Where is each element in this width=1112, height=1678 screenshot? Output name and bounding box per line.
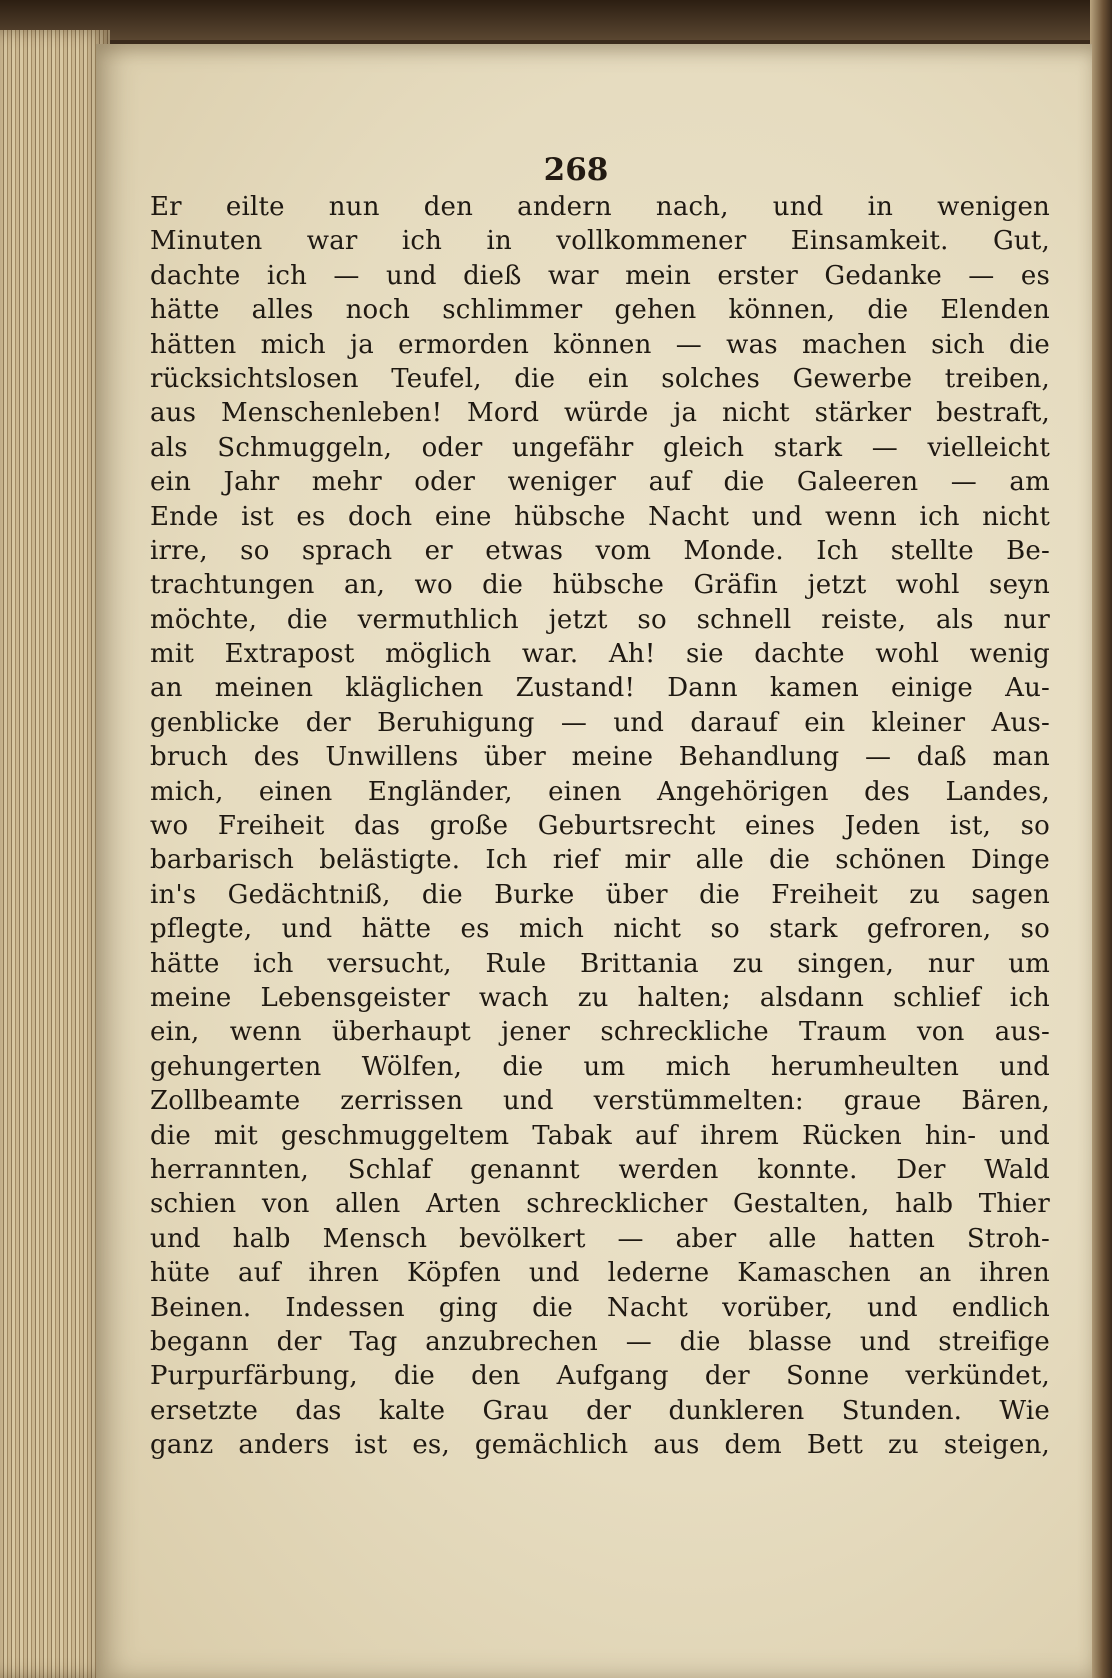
- text-line: hätte alles noch schlimmer gehen können, die Elenden: [150, 295, 1050, 326]
- text-line: als Schmuggeln, oder ungefähr gleich stark — vielleicht: [150, 432, 1050, 463]
- book-top-edge: [0, 0, 1112, 40]
- book-right-edge: [1090, 0, 1112, 1678]
- text-line: hätten mich ja ermorden können — was machen sich die: [150, 329, 1050, 360]
- text-line: gehungerten Wölfen, die um mich herumheulten und: [150, 1051, 1050, 1082]
- text-line: wo Freiheit das große Geburtsrecht eines Jeden ist, so: [150, 811, 1050, 842]
- text-line: Purpurfärbung, die den Aufgang der Sonne verkündet,: [150, 1361, 1050, 1392]
- text-line: Zollbeamte zerrissen und verstümmelten: graue Bären,: [150, 1086, 1050, 1117]
- text-line: barbarisch belästigte. Ich rief mir alle die schönen Dinge: [150, 845, 1050, 876]
- text-line: Er eilte nun den andern nach, und in wenigen: [150, 192, 1050, 222]
- page-edges: [0, 30, 110, 1678]
- text-line: und halb Mensch bevölkert — aber alle hatten Stroh-: [150, 1223, 1050, 1254]
- text-line: schien von allen Arten schrecklicher Gestalten, halb Thier: [150, 1189, 1050, 1220]
- text-line: aus Menschenleben! Mord würde ja nicht stärker bestraft,: [150, 398, 1050, 429]
- body-text: [150, 190, 1050, 1462]
- text-line: irre, so sprach er etwas vom Monde. Ich stellte Be-: [150, 535, 1050, 566]
- text-line: ersetzte das kalte Grau der dunkleren Stunden. Wie: [150, 1395, 1050, 1426]
- text-line: rücksichtslosen Teufel, die ein solches Gewerbe treiben,: [150, 363, 1050, 394]
- text-line: Minuten war ich in vollkommener Einsamkeit. Gut,: [150, 226, 1050, 257]
- text-line: Beinen. Indessen ging die Nacht vorüber, und endlich: [150, 1292, 1050, 1323]
- text-line: begann der Tag anzubrechen — die blasse und streifige: [150, 1326, 1050, 1357]
- text-line: mit Extrapost möglich war. Ah! sie dachte wohl wenig: [150, 639, 1050, 670]
- text-line: Ende ist es doch eine hübsche Nacht und wenn ich nicht: [150, 501, 1050, 532]
- text-line: bruch des Unwillens über meine Behandlung — daß man: [150, 742, 1050, 773]
- text-line: hätte ich versucht, Rule Brittania zu singen, nur um: [150, 948, 1050, 979]
- text-line: herrannten, Schlaf genannt werden konnte. Der Wald: [150, 1154, 1050, 1185]
- text-line: hüte auf ihren Köpfen und lederne Kamaschen an ihren: [150, 1258, 1050, 1289]
- text-line: genblicke der Beruhigung — und darauf ein kleiner Aus-: [150, 707, 1050, 738]
- text-line: an meinen kläglichen Zustand! Dann kamen einige Au-: [150, 673, 1050, 704]
- text-line: meine Lebensgeister wach zu halten; alsdann schlief ich: [150, 982, 1050, 1013]
- text-line: ein, wenn überhaupt jener schreckliche Traum von aus-: [150, 1017, 1050, 1048]
- text-line: möchte, die vermuthlich jetzt so schnell reiste, als nur: [150, 604, 1050, 635]
- text-line: trachtungen an, wo die hübsche Gräfin jetzt wohl seyn: [150, 570, 1050, 601]
- text-line: dachte ich — und dieß war mein erster Gedanke — es: [150, 260, 1050, 291]
- text-line: pflegte, und hätte es mich nicht so stark gefroren, so: [150, 914, 1050, 945]
- text-line: ein Jahr mehr oder weniger auf die Galeeren — am: [150, 467, 1050, 498]
- text-line: ganz anders ist es, gemächlich aus dem Bett zu steigen,: [150, 1430, 1050, 1461]
- text-line: in's Gedächtniß, die Burke über die Freiheit zu sagen: [150, 879, 1050, 910]
- text-line: mich, einen Engländer, einen Angehörigen des Landes,: [150, 776, 1050, 807]
- page-number: 268: [543, 152, 609, 188]
- text-line: die mit geschmuggeltem Tabak auf ihrem Rücken hin- und: [150, 1120, 1050, 1151]
